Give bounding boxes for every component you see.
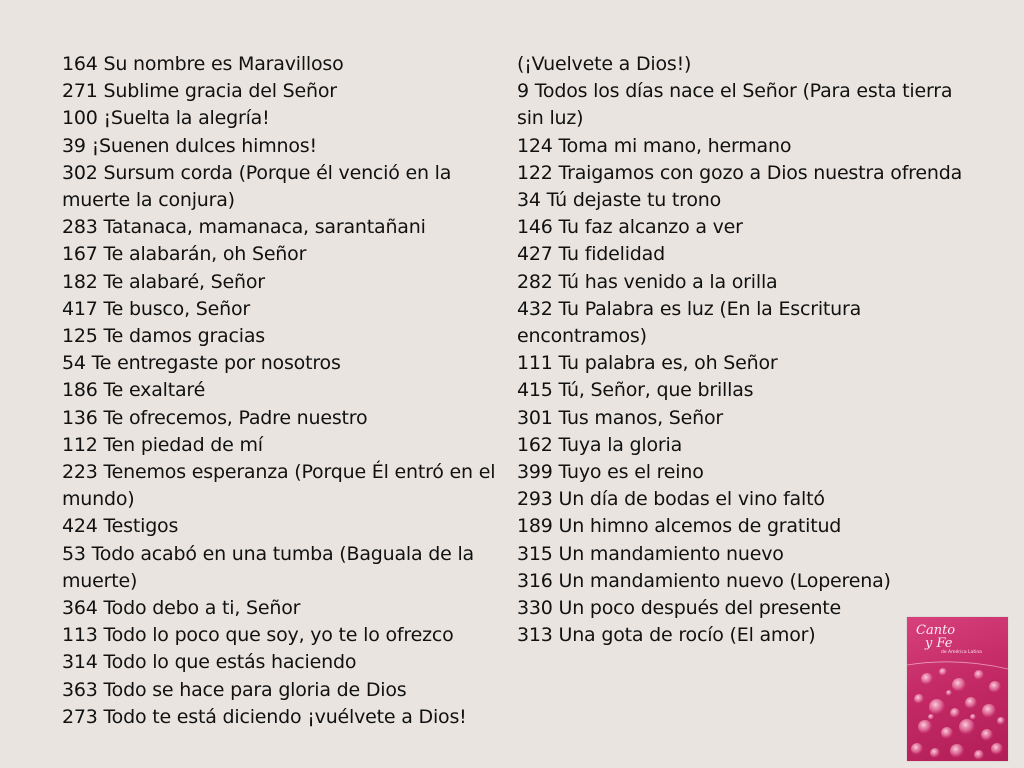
song-list-line: 432 Tu Palabra es luz (En la Escritura [517, 297, 862, 320]
song-list-line: 330 Un poco después del presente [517, 597, 842, 620]
song-list-line: 34 Tú dejaste tu trono [517, 189, 722, 212]
song-list-line: 417 Te busco, Señor [62, 297, 250, 320]
song-list-line: 301 Tus manos, Señor [517, 406, 724, 429]
song-list-line: muerte) [62, 569, 138, 592]
song-list-line: (¡Vuelvete a Dios!) [517, 53, 692, 75]
song-list-line: 282 Tú has venido a la orilla [517, 270, 778, 293]
song-list-left-column [62, 51, 502, 731]
song-list-line: 223 Tenemos esperanza (Porque Él entró en el [62, 461, 496, 484]
song-list-line: 39 ¡Suenen dulces himnos! [62, 134, 317, 157]
song-list-line: 314 Todo lo que estás haciendo [62, 651, 357, 674]
song-list-line: 424 Testigos [62, 515, 179, 538]
song-list-line: mundo) [62, 488, 135, 511]
song-list-line: 363 Todo se hace para gloria de Dios [62, 678, 407, 701]
song-list-line: 399 Tuyo es el reino [517, 461, 704, 484]
cover-title [916, 624, 955, 650]
song-list-line: 182 Te alabaré, Señor [62, 270, 265, 293]
song-list-right-column [517, 51, 963, 649]
song-list-line: 293 Un día de bodas el vino faltó [517, 488, 825, 511]
song-list-line: 271 Sublime gracia del Señor [62, 80, 337, 103]
song-list-line: 186 Te exaltaré [62, 379, 206, 402]
song-list-line: 9 Todos los días nace el Señor (Para esta tierra [517, 80, 953, 103]
song-list-line: 53 Todo acabó en una tumba (Baguala de la [62, 542, 474, 565]
song-list-line: 273 Todo te está diciendo ¡vuélvete a Dios! [62, 705, 467, 728]
song-list-line: 315 Un mandamiento nuevo [517, 542, 784, 565]
song-list-line: 124 Toma mi mano, hermano [517, 134, 792, 157]
song-list-line: 136 Te ofrecemos, Padre nuestro [62, 406, 368, 429]
song-list-line: 111 Tu palabra es, oh Señor [517, 352, 778, 375]
song-list-line: 162 Tuya la gloria [517, 433, 683, 456]
song-list-line: sin luz) [517, 107, 584, 130]
song-list-line: 100 ¡Suelta la alegría! [62, 107, 270, 130]
cover-title-line2: y Fe [925, 636, 953, 651]
song-list-line: 189 Un himno alcemos de gratitud [517, 515, 842, 538]
song-list-line: 54 Te entregaste por nosotros [62, 352, 341, 375]
cover-title-line1: Canto [916, 623, 956, 638]
song-list-line: 146 Tu faz alcanzo a ver [517, 216, 743, 239]
song-list-line: 122 Traigamos con gozo a Dios nuestra ofrenda [517, 161, 963, 184]
song-list-line: 113 Todo lo poco que soy, yo te lo ofrezco [62, 624, 454, 647]
song-list-line: 164 Su nombre es Maravilloso [62, 53, 344, 75]
cover-subtitle: de América Latina [941, 650, 982, 655]
song-list-line: 313 Una gota de rocío (El amor) [517, 624, 816, 647]
song-list-line: muerte la conjura) [62, 189, 235, 212]
song-list-line: encontramos) [517, 325, 647, 348]
song-list-line: 112 Ten piedad de mí [62, 433, 263, 456]
song-list-line: 427 Tu fidelidad [517, 243, 665, 266]
song-list-line: 167 Te alabarán, oh Señor [62, 243, 307, 266]
song-list-line: 125 Te damos gracias [62, 325, 265, 348]
song-list-line: 283 Tatanaca, mamanaca, sarantañani [62, 216, 426, 239]
song-list-line: 364 Todo debo a ti, Señor [62, 597, 301, 620]
book-cover-image [907, 617, 1008, 761]
song-list-line: 316 Un mandamiento nuevo (Loperena) [517, 569, 891, 592]
song-list-line: 415 Tú, Señor, que brillas [517, 379, 754, 402]
song-list-line: 302 Sursum corda (Porque él venció en la [62, 161, 452, 184]
